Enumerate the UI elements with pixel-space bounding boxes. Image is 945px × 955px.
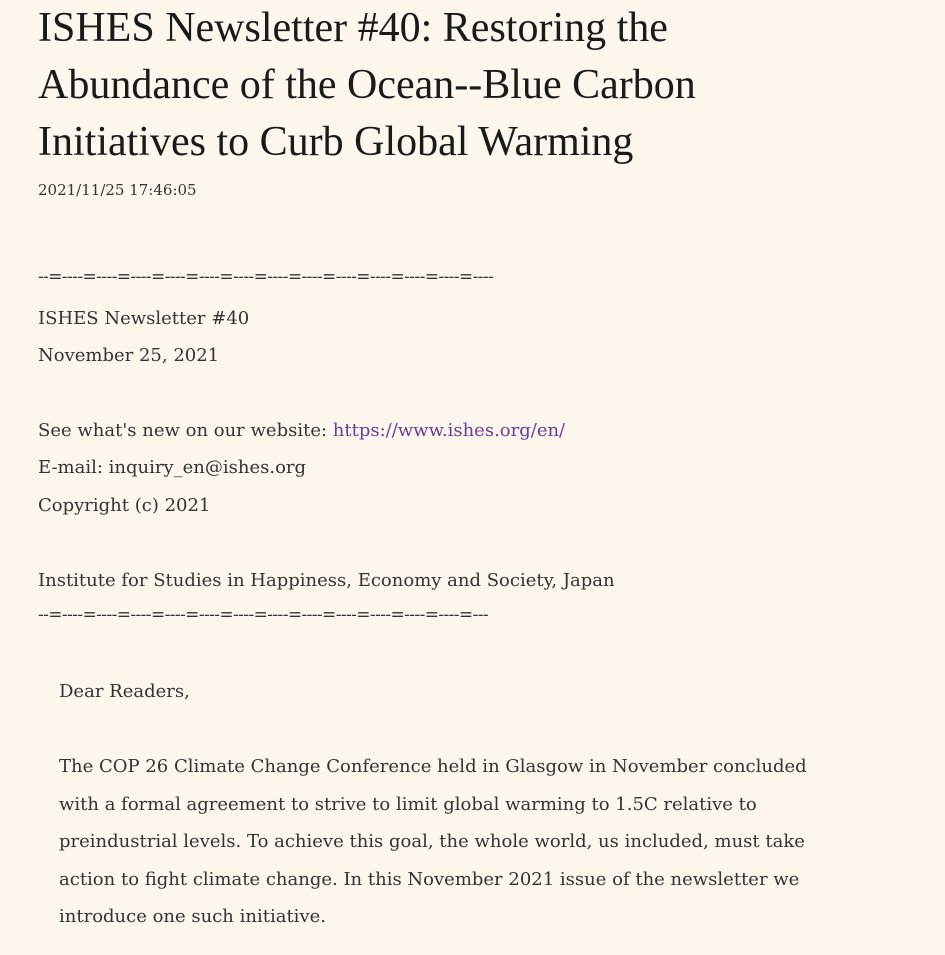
- copyright-line: Copyright (c) 2021: [38, 495, 211, 516]
- letter-paragraph: [59, 748, 909, 936]
- separator-top: --=----=----=----=----=----=----=----=----=----=----=----=----=----: [38, 267, 494, 287]
- paragraph-line-3: preindustrial levels. To achieve this goal, the whole world, us included, must take: [59, 831, 805, 852]
- website-prefix: See what's new on our website:: [38, 420, 333, 441]
- website-line: [38, 412, 565, 449]
- paragraph-line-4: action to fight climate change. In this November 2021 issue of the newsletter we: [59, 868, 800, 890]
- paragraph-line-2: with a formal agreement to strive to limit global warming to 1.5C relative to: [59, 793, 757, 815]
- newsletter-name: ISHES Newsletter #40: [38, 308, 250, 329]
- paragraph-line-1: The COP 26 Climate Change Conference held in Glasgow in November concluded: [59, 756, 807, 777]
- paragraph-line-5: introduce one such initiative.: [59, 906, 326, 927]
- email-line: E-mail: inquiry_en@ishes.org: [38, 457, 307, 478]
- institute-name: Institute for Studies in Happiness, Economy and Society, Japan: [38, 570, 615, 591]
- website-link[interactable]: https://www.ishes.org/en/: [332, 420, 566, 441]
- title-line-3: Initiatives to Curb Global Warming: [38, 119, 634, 165]
- page-title: [38, 0, 898, 171]
- title-line-2: Abundance of the Ocean--Blue Carbon: [38, 62, 696, 108]
- post-timestamp: 2021/11/25 17:46:05: [38, 181, 197, 199]
- separator-bottom: --=----=----=----=----=----=----=----=----=----=----=----=----=---: [38, 605, 489, 625]
- newsletter-date: November 25, 2021: [38, 345, 220, 366]
- title-line-1: ISHES Newsletter #40: Restoring the: [38, 5, 668, 51]
- letter-greeting: Dear Readers,: [59, 681, 190, 702]
